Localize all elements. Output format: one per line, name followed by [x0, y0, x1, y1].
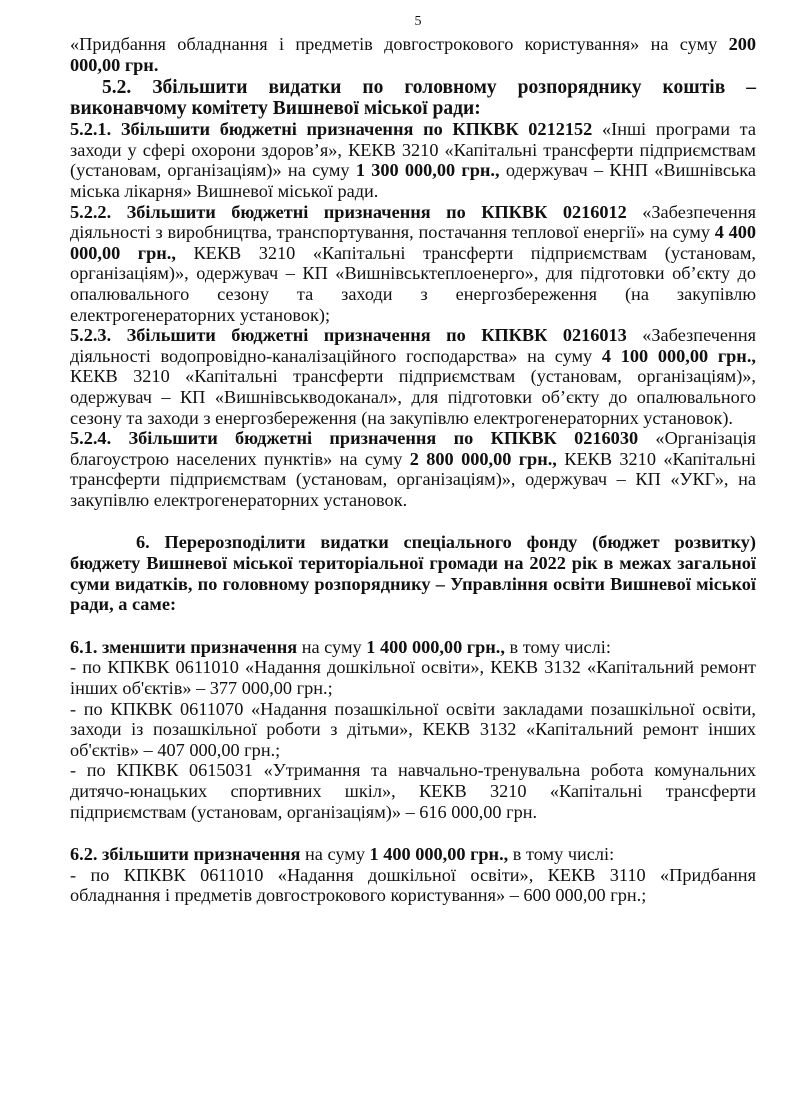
item-5-2-4 [70, 428, 756, 510]
item-5-2-1-text-b: одержувач – КНП «Вишнівська міська лікарня» Вишневої міської ради. [70, 160, 756, 201]
item-5-2-4-text-a: «Організація благоустрою населених пунктів» на суму [70, 428, 756, 469]
item-5-2-4-text-b: КЕКВ 3210 «Капітальні трансферти підприємствам (установам, організаціям)», одержувач – КП «УКГ», на закупівлю електрогенераторних установок. [70, 448, 756, 510]
item-5-2-2-lead: 5.2.2. Збільшити бюджетні призначення по КПКВК 0216012 [70, 201, 627, 222]
sub-6-2-lead-line [70, 844, 756, 865]
item-5-2-3-text-a: «Забезпечення діяльності водопровідно-каналізаційного господарства» на суму [70, 325, 757, 366]
item-5-2-2-text-b: КЕКВ 3210 «Капітальні трансферти підприємствам (установам, організаціям)», одержувач – КП «Вишнівськтеплоенерго», для підготовки об’єкту до опалювального сезону та заходи з енергозбереження (на закупівлю електрогенераторних установок); [70, 242, 756, 325]
item-5-2-1 [70, 119, 756, 201]
item-5-2-2 [70, 202, 756, 326]
intro-amount: 200 000,00 грн. [70, 34, 756, 75]
spacer [70, 615, 756, 637]
sub-6-1-amount: 1 400 000,00 грн., [366, 636, 505, 657]
item-5-2-4-amount: 2 800 000,00 грн., [409, 448, 557, 469]
sub-6-1-item-3: - по КПКВК 0615031 «Утримання та навчально-тренувальна робота комунальних дитячо-юнацьких спортивних шкіл», КЕКВ 3210 «Капітальні трансферти підприємствам (установам, організаціям)» – 616 000,00 грн. [70, 760, 756, 822]
item-5-2-1-lead: 5.2.1. Збільшити бюджетні призначення по КПКВК 0212152 [70, 119, 593, 140]
sub-6-2-lead: 6.2. збільшити призначення [70, 844, 301, 865]
sub-6-1-text-b: в тому числі: [504, 636, 611, 657]
section-5-2-heading: 5.2. Збільшити видатки по головному розпоряднику коштів – виконавчому комітету Вишневої міської ради: [70, 77, 756, 120]
page-number: 5 [414, 14, 422, 29]
spacer [70, 822, 756, 844]
sub-6-1-lead-line [70, 637, 756, 658]
item-5-2-4-lead: 5.2.4. Збільшити бюджетні призначення по КПКВК 0216030 [70, 428, 639, 449]
sub-6-2-item-1: - по КПКВК 0611010 «Надання дошкільної освіти», КЕКВ 3110 «Придбання обладнання і предметів довгострокового користування» – 600 000,00 грн.; [70, 864, 756, 906]
item-5-2-2-text-a: «Забезпечення діяльності з виробництва, транспортування, постачання теплової енергії» на суму [70, 201, 757, 243]
item-5-2-3 [70, 325, 756, 428]
item-5-2-3-text-b: КЕКВ 3210 «Капітальні трансферти підприємствам (установам, організаціям)», одержувач – КП «Вишнівськводоканал», для підготовки об’єкту до опалювального сезону та заходи з енергозбереження (на закупівлю електрогенераторних установок). [70, 366, 756, 428]
item-5-2-2-amount: 4 400 000,00 грн., [70, 222, 756, 263]
sub-6-1-item-2: - по КПКВК 0611070 «Надання позашкільної освіти закладами позашкільної освіти, заходи із позашкільної роботи з дітьми», КЕКВ 3132 «Капітальний ремонт інших об'єктів» – 407 000,00 грн.; [70, 698, 756, 760]
item-5-2-3-amount: 4 100 000,00 грн., [601, 345, 756, 366]
item-5-2-1-text-a: «Інші програми та заходи у сфері охорони здоров’я», КЕКВ 3210 «Капітальні трансферти підприємствам (установам, організаціям)» на суму [70, 119, 756, 181]
sub-6-1-text-a: на суму [297, 636, 367, 657]
section-6-heading: 6. Перерозподілити видатки спеціального фонду (бюджет розвитку) бюджету Вишневої міської територіальної громади на 2022 рік в межах загальної суми видатків, по головному розпоряднику – Управління освіти Вишневої міської ради, а саме: [70, 532, 756, 615]
intro-paragraph [70, 34, 756, 75]
sub-6-2-amount: 1 400 000,00 грн., [369, 844, 509, 865]
item-5-2-3-lead: 5.2.3. Збільшити бюджетні призначення по КПКВК 0216013 [70, 325, 627, 346]
sub-6-1-item-1: - по КПКВК 0611010 «Надання дошкільної освіти», КЕКВ 3132 «Капітальний ремонт інших об'єктів» – 377 000,00 грн.; [70, 657, 756, 699]
document-page [70, 14, 756, 906]
sub-6-2-text-a: на суму [300, 844, 370, 865]
intro-text: «Придбання обладнання і предметів довгострокового користування» на суму [70, 34, 729, 54]
sub-6-2-text-b: в тому числі: [508, 844, 615, 865]
sub-6-1-lead: 6.1. зменшити призначення [70, 636, 298, 657]
item-5-2-1-amount: 1 300 000,00 грн., [355, 160, 500, 181]
